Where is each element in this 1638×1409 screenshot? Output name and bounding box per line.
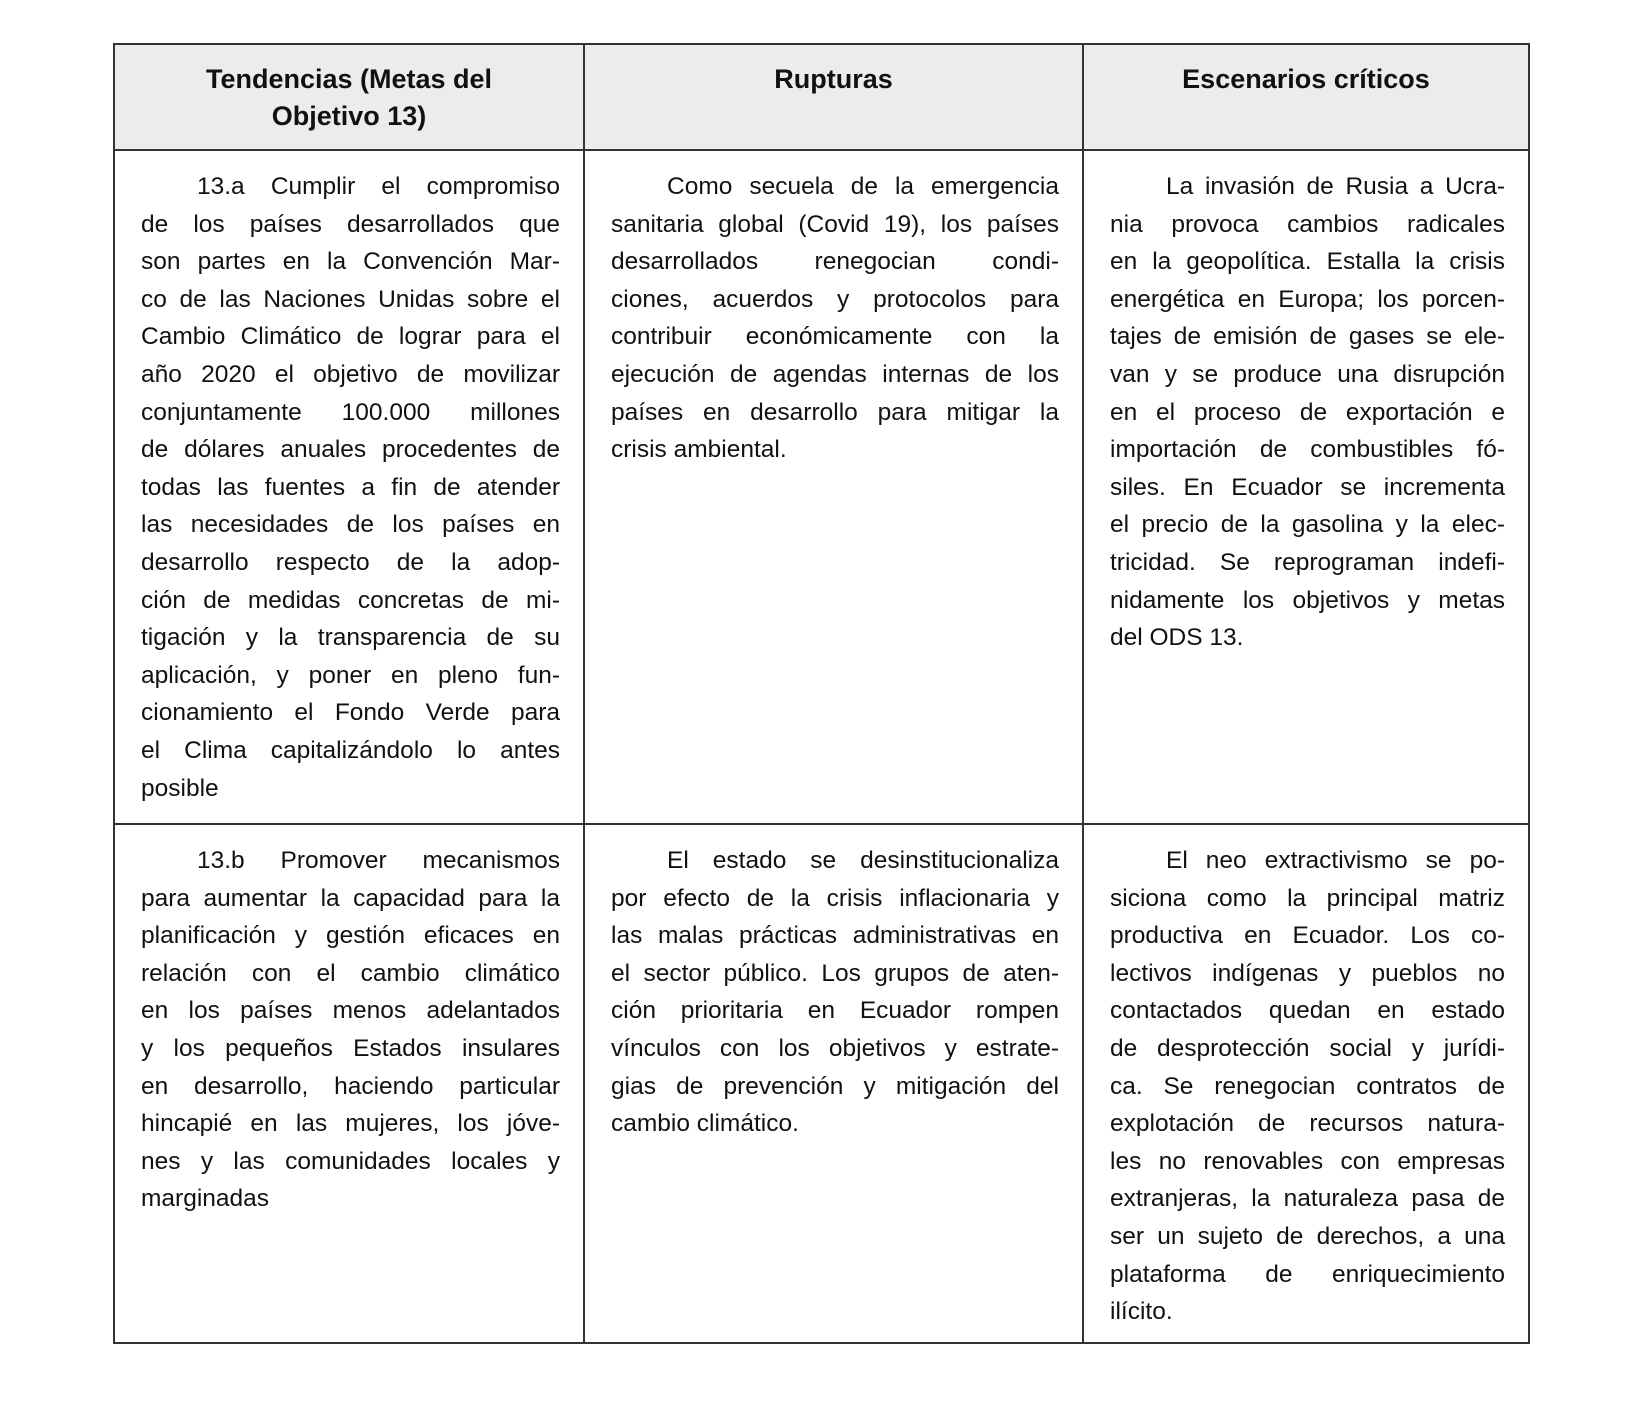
text-line: todas las fuentes a fin de atender bbox=[141, 473, 560, 501]
text-line: ción prioritaria en Ecuador rompen bbox=[611, 997, 1059, 1025]
scenarios-table bbox=[113, 43, 1530, 1344]
cell-paragraph bbox=[1084, 825, 1528, 1331]
text-line: 13.b Promover mecanismos bbox=[197, 847, 560, 874]
text-line: el Clima capitalizándolo lo antes bbox=[141, 736, 560, 764]
cell-escenario bbox=[1083, 150, 1529, 824]
text-line: para aumentar la capacidad para la bbox=[141, 884, 560, 912]
text-line: extranjeras, la naturaleza pasa de bbox=[1110, 1185, 1505, 1213]
text-line: en desarrollo, haciendo particular bbox=[141, 1072, 560, 1100]
text-line: países en desarrollo para mitigar la bbox=[611, 398, 1059, 426]
table-row bbox=[114, 150, 1529, 824]
cell-ruptura bbox=[584, 824, 1083, 1343]
text-line: cambio climático. bbox=[611, 1110, 799, 1138]
text-line: y los pequeños Estados insulares bbox=[141, 1034, 560, 1062]
text-line: el precio de la gasolina y la elec- bbox=[1110, 511, 1505, 539]
text-line: desarrollo respecto de la adop- bbox=[141, 548, 560, 576]
text-line: explotación de recursos natura- bbox=[1110, 1110, 1505, 1138]
text-line: ca. Se renegocian contratos de bbox=[1110, 1072, 1505, 1100]
text-line: marginadas bbox=[141, 1185, 270, 1213]
text-line: les no renovables con empresas bbox=[1110, 1147, 1505, 1175]
cell-escenario bbox=[1083, 824, 1529, 1343]
text-line: El estado se desinstitucionaliza bbox=[667, 847, 1059, 874]
header-line: Escenarios críticos bbox=[1182, 64, 1430, 94]
text-line: de desprotección social y jurídi- bbox=[1110, 1034, 1505, 1062]
header-row bbox=[114, 44, 1529, 150]
text-line: vínculos con los objetivos y estrate- bbox=[611, 1034, 1059, 1062]
cell-tendencia bbox=[114, 824, 584, 1343]
header-line: Objetivo 13) bbox=[271, 101, 427, 131]
cell-paragraph bbox=[1084, 151, 1528, 657]
header-escenarios bbox=[1083, 44, 1529, 150]
text-line: 13.a Cumplir el compromiso bbox=[197, 173, 560, 200]
text-line: importación de combustibles fó- bbox=[1110, 436, 1505, 464]
text-line: por efecto de la crisis inflacionaria y bbox=[611, 884, 1059, 912]
text-line: en la geopolítica. Estalla la crisis bbox=[1110, 248, 1505, 276]
cell-paragraph bbox=[115, 825, 583, 1218]
text-line: energética en Europa; los porcen- bbox=[1110, 285, 1505, 313]
text-line: contribuir económicamente con la bbox=[611, 323, 1059, 351]
header-tendencias bbox=[114, 44, 584, 150]
text-line: ser un sujeto de derechos, a una bbox=[1110, 1222, 1505, 1250]
text-line: nidamente los objetivos y metas bbox=[1110, 586, 1505, 614]
cell-paragraph bbox=[115, 151, 583, 807]
text-line: siciona como la principal matriz bbox=[1110, 884, 1505, 912]
text-line: en los países menos adelantados bbox=[141, 997, 560, 1025]
cell-ruptura bbox=[584, 150, 1083, 824]
text-line: tricidad. Se reprograman indefi- bbox=[1110, 548, 1505, 576]
text-line: las necesidades de los países en bbox=[141, 511, 560, 539]
text-line: aplicación, y poner en pleno fun- bbox=[141, 661, 560, 689]
cell-tendencia bbox=[114, 150, 584, 824]
text-line: sanitaria global (Covid 19), los países bbox=[611, 210, 1059, 238]
text-line: tajes de emisión de gases se ele- bbox=[1110, 323, 1505, 351]
text-line: ilícito. bbox=[1110, 1298, 1173, 1326]
text-line: posible bbox=[141, 774, 219, 802]
text-line: Cambio Climático de lograr para el bbox=[141, 323, 560, 351]
text-line: son partes en la Convención Mar- bbox=[141, 248, 560, 276]
text-line: ción de medidas concretas de mi- bbox=[141, 586, 560, 614]
text-line: ejecución de agendas internas de los bbox=[611, 360, 1059, 388]
cell-paragraph bbox=[585, 151, 1082, 469]
text-line: relación con el cambio climático bbox=[141, 959, 560, 987]
text-line: el sector público. Los grupos de aten- bbox=[611, 959, 1059, 987]
header-rupturas bbox=[584, 44, 1083, 150]
text-line: desarrollados renegocian condi- bbox=[611, 248, 1059, 276]
cell-paragraph bbox=[585, 825, 1082, 1143]
text-line: del ODS 13. bbox=[1110, 624, 1244, 652]
header-line: Rupturas bbox=[774, 64, 893, 94]
text-line: co de las Naciones Unidas sobre el bbox=[141, 285, 560, 313]
text-line: lectivos indígenas y pueblos no bbox=[1110, 959, 1505, 987]
text-line: en el proceso de exportación e bbox=[1110, 398, 1505, 426]
text-line: de dólares anuales procedentes de bbox=[141, 436, 560, 464]
text-line: contactados quedan en estado bbox=[1110, 997, 1505, 1025]
text-line: cionamiento el Fondo Verde para bbox=[141, 699, 560, 727]
text-line: hincapié en las mujeres, los jóve- bbox=[141, 1110, 560, 1138]
text-line: las malas prácticas administrativas en bbox=[611, 922, 1059, 950]
text-line: tigación y la transparencia de su bbox=[141, 624, 560, 652]
text-line: siles. En Ecuador se incrementa bbox=[1110, 473, 1505, 501]
text-line: conjuntamente 100.000 millones bbox=[141, 398, 560, 426]
text-line: El neo extractivismo se po- bbox=[1166, 847, 1505, 874]
text-line: nia provoca cambios radicales bbox=[1110, 210, 1505, 238]
text-line: de los países desarrollados que bbox=[141, 210, 560, 238]
text-line: nes y las comunidades locales y bbox=[141, 1147, 560, 1175]
text-line: La invasión de Rusia a Ucra- bbox=[1166, 173, 1505, 200]
text-line: planificación y gestión eficaces en bbox=[141, 922, 560, 950]
text-line: van y se produce una disrupción bbox=[1110, 360, 1505, 388]
text-line: crisis ambiental. bbox=[611, 436, 787, 464]
text-line: año 2020 el objetivo de movilizar bbox=[141, 360, 560, 388]
text-line: ciones, acuerdos y protocolos para bbox=[611, 285, 1059, 313]
text-line: gias de prevención y mitigación del bbox=[611, 1072, 1059, 1100]
table-row bbox=[114, 824, 1529, 1343]
text-line: productiva en Ecuador. Los co- bbox=[1110, 922, 1505, 950]
text-line: plataforma de enriquecimiento bbox=[1110, 1260, 1505, 1288]
header-line: Tendencias (Metas del bbox=[205, 64, 493, 94]
text-line: Como secuela de la emergencia bbox=[667, 173, 1059, 200]
